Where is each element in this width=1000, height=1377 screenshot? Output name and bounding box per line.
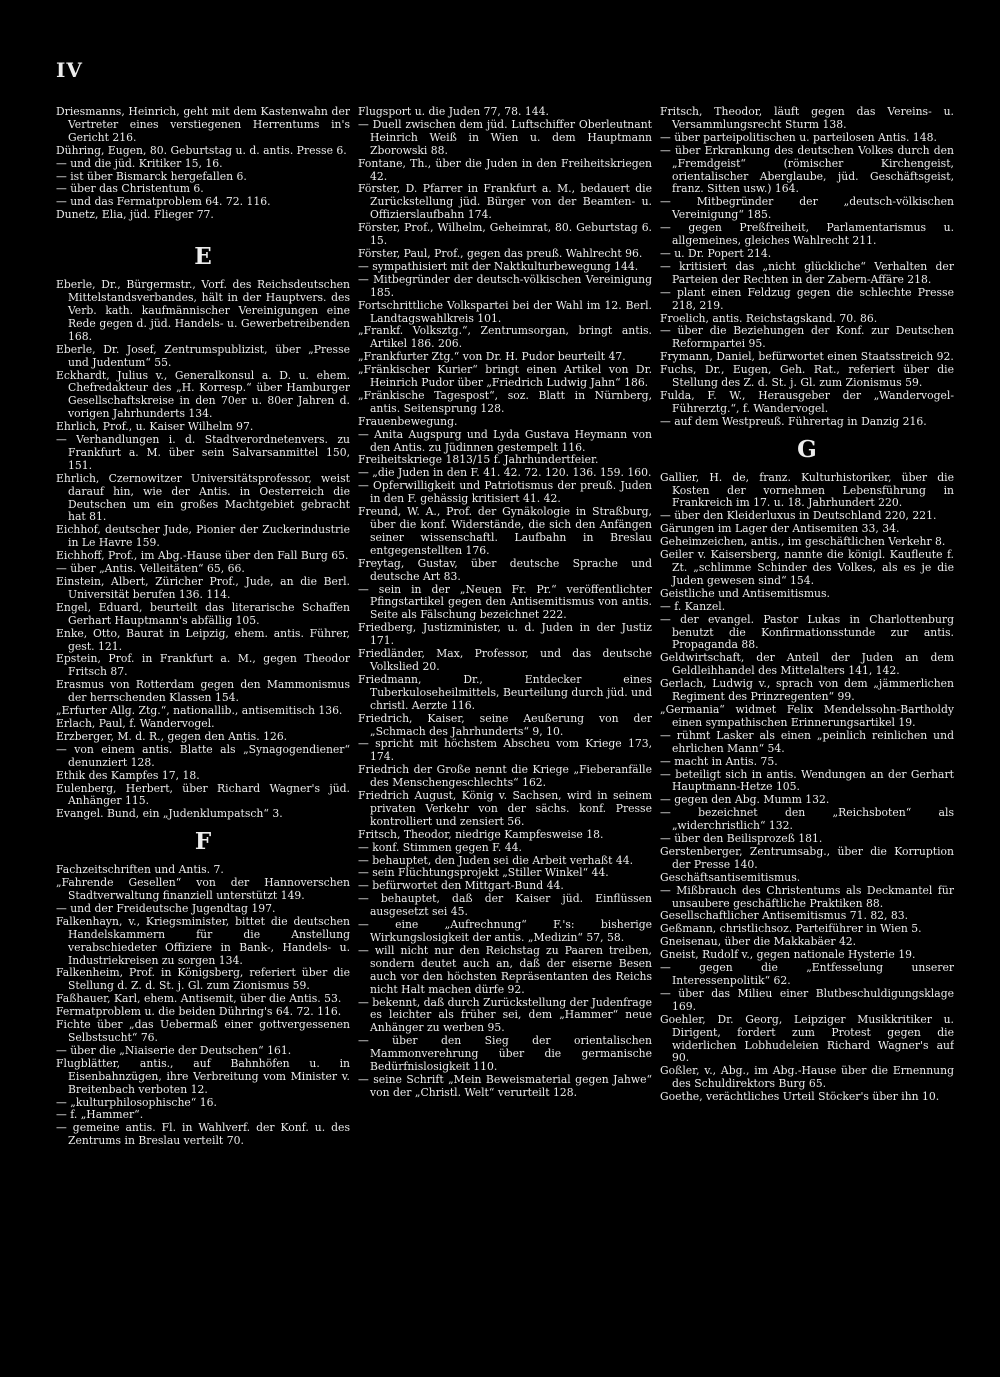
index-entry: Goethe, verächtliches Urteil Stöcker's über ihn 10. (660, 1090, 940, 1104)
index-entry: — über das Christentum 6. (56, 182, 204, 196)
index-entry: Eberle, Dr. Josef, Zentrumspublizist, über „Presse und Judentum“ 55. (56, 342, 350, 369)
index-entry: — über die Beziehungen der Konf. zur Deutschen Reformpartei 95. (660, 324, 954, 351)
index-entry: — behauptet, den Juden sei die Arbeit verhaßt 44. (358, 853, 634, 867)
index-columns (56, 106, 954, 1366)
index-entry: Geßmann, christlichsoz. Parteiführer in Wien 5. (660, 922, 922, 936)
index-entry: Friedberg, Justizminister, u. d. Juden in der Justiz 171. (358, 621, 652, 648)
index-entry: — über „Antis. Velleitäten“ 65, 66. (56, 562, 245, 576)
index-entry: Fichte über „das Uebermaß einer gottvergessenen Selbstsucht“ 76. (56, 1018, 350, 1044)
index-entry: Frymann, Daniel, befürwortet einen Staatsstreich 92. (660, 350, 954, 364)
index-entry: Goehler, Dr. Georg, Leipziger Musikkritiker u. Dirigent, fordert zum Protest gegen die widerlichen Lobhudeleien Richard Wagner's auf 90. (660, 1012, 954, 1065)
scan-spacer (56, 222, 350, 236)
index-entry: — über das Milieu einer Blutbeschuldigungsklage 169. (660, 986, 954, 1013)
index-entry: Erasmus von Rotterdam gegen den Mammonismus der herrschenden Klassen 154. (56, 678, 350, 705)
index-entry: Friedrich August, König v. Sachsen, wird in seinem privaten Verkehr von der sächs. konf. Presse kontrolliert und zensiert 56. (358, 789, 652, 828)
index-entry: Eulenberg, Herbert, über Richard Wagner's jüd. Anhänger 115. (56, 781, 350, 808)
index-entry: — macht in Antis. 75. (660, 754, 778, 768)
index-entry: — bezeichnet den „Reichsboten“ als „widerchristlich“ 132. (660, 806, 954, 833)
index-entry: Fermatproblem u. die beiden Dühring's 64. 72. 116. (56, 1005, 342, 1019)
index-entry: Förster, Paul, Prof., gegen das preuß. Wahlrecht 96. (358, 246, 643, 260)
index-entry: — Verhandlungen i. d. Stadtverordnetenvers. zu Frankfurt a. M. über sein Salvarsanmittel 150, 151. (56, 433, 350, 472)
index-entry: Eckhardt, Julius v., Generalkonsul a. D. u. ehem. Chefredakteur des „H. Korresp.“ über Hamburger Gesellschaftskreise in den 70er u. 80er Jahren d. vorigen Jahrhunderts 134. (56, 368, 350, 421)
index-entry: — bekennt, daß durch Zurückstellung der Judenfrage es leichter als früher sei, dem „Hammer“ neue Anhänger zu werben 95. (358, 995, 652, 1035)
index-column-2 (358, 106, 652, 1366)
index-entry: Freytag, Gustav, über deutsche Sprache und deutsche Art 83. (358, 556, 652, 583)
index-entry: — ist über Bismarck hergefallen 6. (56, 169, 247, 183)
index-entry: — befürwortet den Mittgart-Bund 44. (358, 879, 564, 893)
index-entry: Fuchs, Dr., Eugen, Geh. Rat., referiert über die Stellung des Z. d. St. j. Gl. zum Zionismus 59. (660, 363, 954, 390)
index-entry: Frauenbewegung. (358, 414, 458, 428)
index-entry: — über Erkrankung des deutschen Volkes durch den „Fremdgeist“ (römischer Kirchengeist, orientalischer Aberglaube, jüd. Geschäftsgeist, franz. Sitten usw.) 164. (660, 143, 954, 196)
index-entry: — „die Juden in den F. 41. 42. 72. 120. 136. 159. 160. (358, 466, 652, 480)
index-entry: Froelich, antis. Reichstagskand. 70. 86. (660, 311, 878, 325)
index-entry: „Germania“ widmet Felix Mendelssohn-Bartholdy einen sympathischen Erinnerungsartikel 19. (660, 702, 954, 729)
index-entry: Fritsch, Theodor, niedrige Kampfesweise 18. (358, 827, 604, 841)
index-entry: Einstein, Albert, Züricher Prof., Jude, an die Berl. Universität berufen 136. 114. (56, 575, 350, 601)
index-entry: Geistliche und Antisemitismus. (660, 586, 830, 600)
index-entry: Epstein, Prof. in Frankfurt a. M., gegen Theodor Fritsch 87. (56, 652, 350, 679)
index-entry: Gallier, H. de, franz. Kulturhistoriker, über die Kosten der vornehmen Lebensführung in Frankreich im 17. u. 18. Jahrhundert 220. (660, 470, 954, 510)
index-entry: Falkenhayn, v., Kriegsminister, bittet die deutschen Handelskammern für die Anstellung verabschiedeter Offiziere in Bank-, Handels- u. Industriekreisen zu sorgen 134. (56, 914, 350, 967)
index-entry: — von einem antis. Blatte als „Synagogendiener“ denunziert 128. (56, 742, 350, 769)
index-entry: Eichhoff, Prof., im Abg.-Hause über den Fall Burg 65. (56, 549, 349, 563)
index-entry: Geldwirtschaft, der Anteil der Juden an dem Geldleihhandel des Mittelalters 141, 142. (660, 651, 954, 678)
index-entry: Förster, D. Pfarrer in Frankfurt a. M., bedauert die Zurückstellung jüd. Bürger von der Beamten- u. Offizierslaufbahn 174. (358, 182, 652, 222)
index-entry: — über den Kleiderluxus in Deutschland 220, 221. (660, 509, 937, 523)
index-entry: — rühmt Lasker als einen „peinlich reinlichen und ehrlichen Mann“ 54. (660, 728, 954, 755)
index-entry: Förster, Prof., Wilhelm, Geheimrat, 80. Geburtstag 6. 15. (358, 221, 652, 248)
section-letter-heading: G (797, 435, 817, 463)
index-entry: Geschäftsantisemitismus. (660, 870, 801, 884)
index-entry: „Erfurter Allg. Ztg.“, nationallib., antisemitisch 136. (56, 704, 343, 718)
index-entry: — f. Kanzel. (660, 599, 726, 613)
index-entry: Flugblätter, antis., auf Bahnhöfen u. in Eisenbahnzügen, ihre Verbreitung vom Minister v. Breitenbach verboten 12. (56, 1056, 350, 1096)
index-entry: Erlach, Paul, f. Wandervogel. (56, 716, 215, 730)
index-entry: — plant einen Feldzug gegen die schlechte Presse 218, 219. (660, 285, 954, 312)
index-entry: Friedrich der Große nennt die Kriege „Fieberanfälle des Menschengeschlechts“ 162. (358, 763, 652, 790)
index-entry: — kritisiert das „nicht glückliche“ Verhalten der Parteien der Rechten in der Zabern-Affäre 218. (660, 259, 954, 286)
index-entry: Driesmanns, Heinrich, geht mit dem Kastenwahn der Vertreter eines verstiegenen Herrentums in's Gericht 216. (56, 106, 350, 144)
index-entry: — Mitbegründer der deutsch-völkischen Vereinigung 185. (358, 272, 652, 299)
index-entry: Gerstenberger, Zentrumsabg., über die Korruption der Presse 140. (660, 844, 954, 871)
index-entry: — f. „Hammer“. (56, 1108, 144, 1122)
index-entry: — eine „Aufrechnung“ F.'s: bisherige Wirkungslosigkeit der antis. „Medizin“ 57, 58. (358, 918, 652, 944)
index-entry: — sympathisiert mit der Naktkulturbewegung 144. (358, 259, 639, 273)
index-column-1 (56, 106, 350, 1366)
index-entry: Goßler, v., Abg., im Abg.-Hause über die Ernennung des Schuldirektors Burg 65. (660, 1064, 954, 1091)
index-entry: — gemeine antis. Fl. in Wahlverf. der Konf. u. des Zentrums in Breslau verteilt 70. (56, 1121, 350, 1148)
index-entry: — beteiligt sich in antis. Wendungen an der Gerhart Hauptmann-Hetze 105. (660, 767, 954, 794)
index-entry: Friedrich, Kaiser, seine Aeußerung von der „Schmach des Jahrhunderts“ 9, 10. (358, 711, 652, 738)
index-entry: — Duell zwischen dem jüd. Luftschiffer Oberleutnant Heinrich Weiß in Wien u. dem Hauptmann Zborowski 88. (358, 117, 652, 157)
index-entry: Freiheitskriege 1813/15 f. Jahrhundertfeier. (358, 453, 599, 467)
index-entry: Flugsport u. die Juden 77, 78. 144. (358, 106, 549, 118)
index-entry: Fulda, F. W., Herausgeber der „Wandervogel-Führerztg.“, f. Wandervogel. (660, 388, 954, 415)
index-entry: — sein in der „Neuen Fr. Pr.“ veröffentlichter Pfingstartikel gegen den Antisemitismus von antis. Seite als Fälschung bezeichnet 222. (358, 582, 652, 622)
index-entry: Fachzeitschriften und Antis. 7. (56, 863, 224, 877)
index-entry: — und die jüd. Kritiker 15, 16. (56, 156, 223, 170)
index-entry: — gegen die „Entfesselung unserer Interessenpolitik“ 62. (660, 961, 954, 987)
index-entry: Gerlach, Ludwig v., sprach von dem „jämmerlichen Regiment des Prinzregenten“ 99. (660, 677, 954, 704)
index-entry: — konf. Stimmen gegen F. 44. (358, 840, 522, 854)
index-entry: Engel, Eduard, beurteilt das literarische Schaffen Gerhart Hauptmann's abfällig 105. (56, 600, 350, 627)
index-entry: Evangel. Bund, ein „Judenklumpatsch“ 3. (56, 807, 283, 821)
index-entry: Freund, W. A., Prof. der Gynäkologie in Straßburg, über die konf. Widerstände, die sich den Anfängen seiner wissenschaftl. Laufbahn in Breslau entgegenstellten 176. (358, 505, 652, 557)
index-entry: Ethik des Kampfes 17, 18. (56, 768, 200, 782)
index-entry: „Frankf. Volksztg.“, Zentrumsorgan, bringt antis. Artikel 186. 206. (358, 324, 652, 351)
index-entry: Erzberger, M. d. R., gegen den Antis. 126. (56, 729, 288, 743)
index-entry: — über den Sieg der orientalischen Mammonverehrung über die germanische Bedürfnislosigkeit 110. (358, 1034, 652, 1074)
index-entry: — behauptet, daß der Kaiser jüd. Einflüssen ausgesetzt sei 45. (358, 892, 652, 919)
index-entry: — „kulturphilosophische“ 16. (56, 1095, 217, 1109)
index-entry: — und das Fermatproblem 64. 72. 116. (56, 195, 271, 209)
index-entry: Gärungen im Lager der Antisemiten 33, 34. (660, 522, 900, 536)
index-entry: Geiler v. Kaisersberg, nannte die königl. Kaufleute f. Zt. „schlimme Schinder des Volkes, als es je die Juden gewesen sind“ 154. (660, 548, 954, 587)
index-entry: Gesellschaftlicher Antisemitismus 71. 82, 83. (660, 909, 909, 923)
index-entry: „Fränkischer Kurier“ bringt einen Artikel von Dr. Heinrich Pudor über „Friedrich Ludwig Jahn“ 186. (358, 363, 652, 390)
index-entry: Eichhof, deutscher Jude, Pionier der Zuckerindustrie in Le Havre 159. (56, 523, 350, 550)
index-entry: — gegen den Abg. Mumm 132. (660, 793, 830, 807)
index-entry: — über parteipolitischen u. parteilosen Antis. 148. (660, 130, 937, 144)
index-entry: Friedmann, Dr., Entdecker eines Tuberkuloseheilmittels, Beurteilung durch jüd. und christl. Aerzte 116. (358, 672, 652, 712)
index-entry: „Frankfurter Ztg.“ von Dr. H. Pudor beurteilt 47. (358, 350, 626, 364)
index-entry: — Mißbrauch des Christentums als Deckmantel für unsaubere geschäftliche Praktiken 88. (660, 883, 954, 910)
index-entry: Dunetz, Elia, jüd. Flieger 77. (56, 208, 214, 222)
index-entry: — über die „Niaiserie der Deutschen“ 161. (56, 1043, 292, 1057)
index-entry: — und der Freideutsche Jugendtag 197. (56, 901, 276, 915)
index-entry: Faßhauer, Karl, ehem. Antisemit, über die Antis. 53. (56, 992, 342, 1006)
index-entry: — u. Dr. Popert 214. (660, 246, 772, 260)
index-entry: Ehrlich, Czernowitzer Universitätsprofessor, weist darauf hin, wie der Antis. in Oesterreich die Deutschen um ein großes Machtgebiet gebracht hat 81. (56, 471, 350, 524)
index-entry: — seine Schrift „Mein Beweismaterial gegen Jahwe“ von der „Christl. Welt“ verurteilt 128. (358, 1072, 652, 1099)
index-entry: „Fränkische Tagespost“, soz. Blatt in Nürnberg, antis. Seitensprung 128. (358, 388, 652, 415)
index-entry: Geheimzeichen, antis., im geschäftlichen Verkehr 8. (660, 535, 946, 549)
index-column-3 (660, 106, 954, 1366)
section-letter-heading: E (194, 243, 212, 271)
index-entry: Fontane, Th., über die Juden in den Freiheitskriegen 42. (358, 156, 652, 183)
index-entry: — der evangel. Pastor Lukas in Charlottenburg benutzt die Konfirmationsstunde zur antis. Propaganda 88. (660, 612, 954, 652)
index-entry: Fritsch, Theodor, läuft gegen das Vereins- u. Versammlungsrecht Sturm 138. (660, 106, 954, 131)
index-entry: — will nicht nur den Reichstag zu Paaren treiben, sondern deutet auch an, daß der eiserne Besen auch vor den höchsten Repräsentanten des Reichs nicht Halt machen dürfe 92. (358, 943, 652, 996)
index-entry: — über den Beilisprozeß 181. (660, 832, 823, 846)
index-entry: — spricht mit höchstem Abscheu vom Kriege 173, 174. (358, 737, 652, 764)
index-entry: — Opferwilligkeit und Patriotismus der preuß. Juden in den F. gehässig kritisiert 41. 42. (358, 479, 652, 506)
section-letter-heading: F (194, 828, 212, 856)
index-entry: Gneisenau, über die Makkabäer 42. (660, 935, 857, 949)
index-entry: Friedländer, Max, Professor, und das deutsche Volkslied 20. (358, 647, 652, 673)
page-number: IV (56, 58, 83, 82)
index-entry: Fortschrittliche Volkspartei bei der Wahl im 12. Berl. Landtagswahlkreis 101. (358, 298, 652, 325)
index-entry: — sein Flüchtungsprojekt „Stiller Winkel“ 44. (358, 866, 609, 880)
index-entry: Dühring, Eugen, 80. Geburtstag u. d. antis. Presse 6. (56, 143, 347, 157)
index-entry: — Anita Augspurg und Lyda Gustava Heymann von den Antis. zu Jüdinnen gestempelt 116. (358, 427, 652, 454)
index-entry: Ehrlich, Prof., u. Kaiser Wilhelm 97. (56, 420, 254, 434)
index-entry: Eberle, Dr., Bürgermstr., Vorf. des Reichsdeutschen Mittelstandsverbandes, hält in der Hauptvers. des Verb. kath. kaufmännischer Vereinigungen eine Rede gegen d. jüd. Handels- u. Gewerbetreibenden 168. (56, 278, 350, 343)
index-entry: Gneist, Rudolf v., gegen nationale Hysterie 19. (660, 948, 916, 962)
index-entry: — auf dem Westpreuß. Führertag in Danzig 216. (660, 414, 927, 428)
index-entry: — Mitbegründer der „deutsch-völkischen Vereinigung“ 185. (660, 195, 954, 222)
index-entry: Falkenheim, Prof. in Königsberg, referiert über die Stellung d. Z. d. St. j. Gl. zum Zionismus 59. (56, 966, 350, 993)
index-entry: „Fahrende Gesellen“ von der Hannoverschen Stadtverwaltung finanziell unterstützt 149. (56, 876, 350, 903)
index-entry: — gegen Preßfreiheit, Parlamentarismus u. allgemeines, gleiches Wahlrecht 211. (660, 221, 954, 248)
index-entry: Enke, Otto, Baurat in Leipzig, ehem. antis. Führer, gest. 121. (56, 626, 350, 653)
